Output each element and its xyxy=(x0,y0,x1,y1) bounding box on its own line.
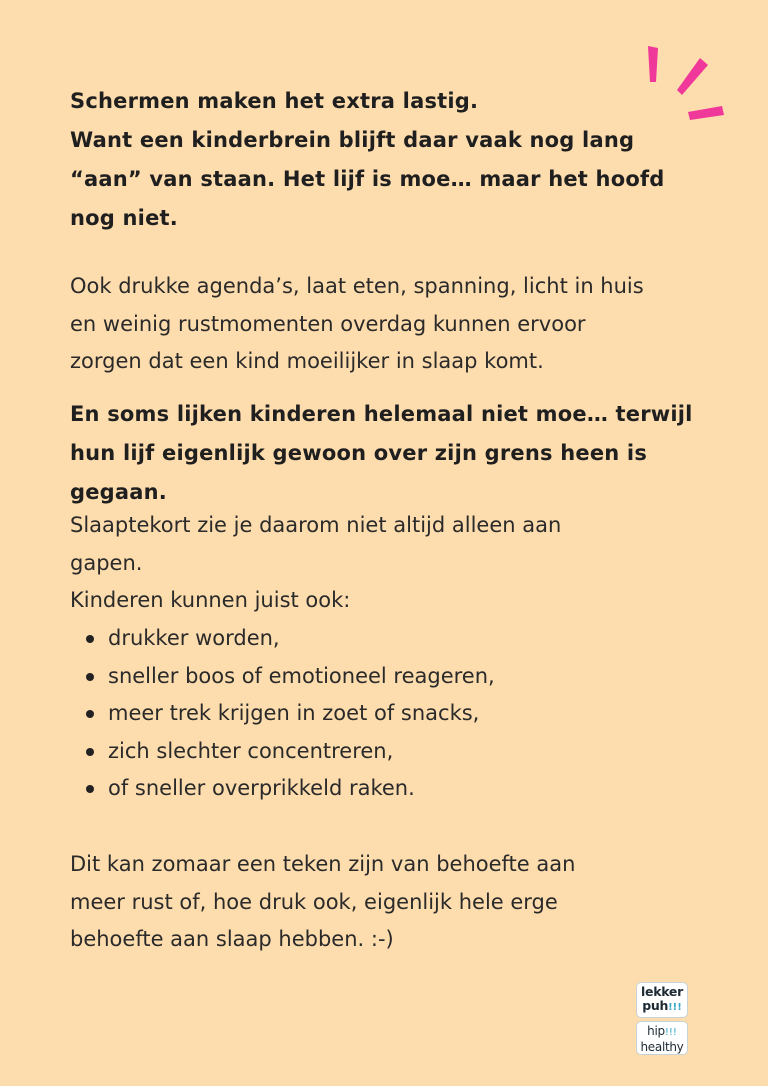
logo-accent: !!! xyxy=(664,1027,677,1038)
logo-word: hip xyxy=(647,1024,665,1038)
signs-line: Kinderen kunnen juist ook: xyxy=(70,588,351,612)
bullet-icon xyxy=(86,673,94,681)
causes-line: zorgen dat een kind moeilijker in slaap komt. xyxy=(70,349,544,373)
list-item xyxy=(84,695,495,733)
intro-paragraph xyxy=(70,82,710,238)
list-item-text: of sneller overprikkeld raken. xyxy=(108,776,415,800)
closing-line: meer rust of, hoe druk ook, eigenlijk hele erge xyxy=(70,889,558,914)
signs-line: gapen. xyxy=(70,550,143,575)
signs-list xyxy=(84,620,495,808)
logo-accent: !!! xyxy=(668,1002,682,1013)
list-item xyxy=(84,620,495,658)
list-item xyxy=(84,770,495,808)
not-tired-line: gegaan. xyxy=(70,480,167,504)
bullet-icon xyxy=(86,748,94,756)
list-item-text: meer trek krijgen in zoet of snacks, xyxy=(108,701,480,725)
intro-line: Schermen maken het extra lastig. xyxy=(70,89,479,113)
logo-text: healthy xyxy=(640,1040,684,1054)
list-item xyxy=(84,733,495,771)
bullet-icon xyxy=(86,635,94,643)
intro-line: nog niet. xyxy=(70,206,178,230)
not-tired-paragraph xyxy=(70,395,710,512)
logo-word: puh xyxy=(642,998,669,1013)
logo-text xyxy=(637,999,687,1015)
signs-paragraph xyxy=(70,507,710,620)
logo-text xyxy=(637,1024,687,1040)
bullet-icon xyxy=(86,785,94,793)
list-item-text: zich slechter concentreren, xyxy=(108,738,394,763)
list-item xyxy=(84,658,495,696)
signs-line: Slaaptekort zie je daarom niet altijd alleen aan xyxy=(70,513,562,537)
not-tired-line: En soms lijken kinderen helemaal niet moe… terwijl xyxy=(70,402,693,426)
causes-line: Ook drukke agenda’s, laat eten, spanning, licht in huis xyxy=(70,274,644,298)
list-item-text: drukker worden, xyxy=(108,626,280,650)
not-tired-line: hun lijf eigenlijk gewoon over zijn grens heen is xyxy=(70,441,648,465)
causes-paragraph xyxy=(70,268,710,381)
intro-line: Want een kinderbrein blijft daar vaak nog lang xyxy=(70,128,635,152)
causes-line: en weinig rustmomenten overdag kunnen ervoor xyxy=(70,311,586,336)
closing-line: Dit kan zomaar een teken zijn van behoefte aan xyxy=(70,852,576,876)
closing-paragraph xyxy=(70,846,710,959)
closing-line: behoefte aan slaap hebben. :-) xyxy=(70,927,394,951)
bullet-icon xyxy=(86,710,94,718)
hip-healthy-logo xyxy=(636,1021,688,1055)
lekker-puh-logo xyxy=(636,982,688,1018)
list-item-text: sneller boos of emotioneel reageren, xyxy=(108,663,495,688)
logo-text: lekker xyxy=(641,984,683,999)
intro-line: “aan” van staan. Het lijf is moe… maar het hoofd xyxy=(70,167,665,191)
